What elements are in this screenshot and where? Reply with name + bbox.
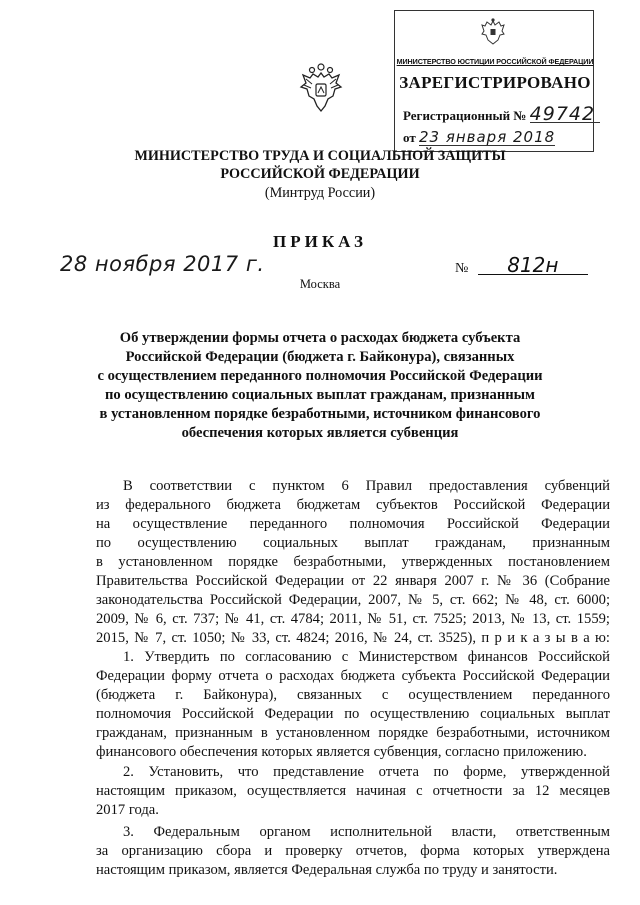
subject-line: по осуществлению социальных выплат гражданам, признанным — [104, 387, 535, 403]
subject-line: в установленном порядке безработными, источником финансового — [99, 406, 541, 422]
country-name: РОССИЙСКОЙ ФЕДЕРАЦИИ — [220, 166, 420, 182]
stamp-reg-row — [403, 103, 600, 125]
registration-stamp — [394, 10, 594, 152]
stamp-date-value: 23 января 2018 — [418, 128, 556, 146]
subject-line: с осуществлением переданного полномочия Российской Федерации — [97, 368, 543, 384]
body-line: 2015, № 7, ст. 1050; № 33, ст. 4824; 2016, № 24, ст. 3525), п р и к а з ы в а ю: — [96, 630, 610, 646]
order-number-block — [455, 253, 588, 277]
stamp-reg-number: 49742 — [530, 106, 600, 123]
body-line: (бюджета г. Байконура), связанных с осуществлением переданного — [96, 687, 610, 703]
ministry-short-name: (Минтруд России) — [264, 185, 376, 201]
subject-line: Российской Федерации (бюджета г. Байконура), связанных — [125, 349, 515, 365]
stamp-reg-label: Регистрационный № — [403, 108, 527, 123]
order-date: 28 ноября 2017 г. — [60, 252, 265, 276]
coat-of-arms-icon — [298, 63, 344, 115]
stamp-status: ЗАРЕГИСТРИРОВАНО — [399, 73, 591, 92]
body-line: Правительства Российской Федерации от 22 января 2007 г. № 36 (Собрание — [96, 573, 610, 589]
body-line: гражданам, признанным в установленном порядке безработными, источником — [96, 725, 610, 741]
body-line: финансового обеспечения которых является субвенция, согласно приложению. — [96, 744, 587, 760]
stamp-date-prefix: от — [403, 130, 416, 145]
body-line: Федерации форму отчета о расходах бюджета субъекта Российской Федерации — [96, 668, 610, 684]
order-number: 812н — [478, 256, 588, 275]
number-label: № — [455, 261, 469, 276]
body-line: настоящим приказом, является Федеральная служба по труду и занятости. — [96, 862, 558, 878]
body-line: 2017 года. — [96, 802, 159, 818]
double-headed-eagle-icon — [480, 17, 506, 47]
body-line: настоящим приказом, осуществляется начиная с отчетности за 12 месяцев — [96, 783, 610, 799]
stamp-date-row — [403, 129, 555, 146]
document-type: ПРИКАЗ — [273, 232, 367, 251]
body-line: по осуществлению социальных выплат гражданам, признанным — [96, 535, 610, 551]
body-line: за организацию сбора и проверку отчетов, форма которых утверждена — [96, 843, 610, 859]
subject-line: Об утверждении формы отчета о расходах бюджета субъекта — [119, 330, 521, 346]
stamp-ministry: МИНИСТЕРСТВО ЮСТИЦИИ РОССИЙСКОЙ ФЕДЕРАЦИИ — [396, 57, 594, 66]
body-line: 2009, № 6, ст. 737; № 41, ст. 4784; 2011, № 51, ст. 7525; 2013, № 13, ст. 1559; — [96, 611, 610, 627]
body-line: законодательства Российской Федерации, 2007, № 5, ст. 662; № 48, ст. 6000; — [96, 592, 610, 608]
body-line: В соответствии с пунктом 6 Правил предоставления субвенций — [123, 478, 610, 494]
body-line: из федерального бюджета бюджетам субъектов Российской Федерации — [96, 497, 610, 513]
body-line: на осуществление переданного полномочия Российской Федерации — [96, 516, 610, 532]
body-line: 1. Утвердить по согласованию с Министерством финансов Российской — [123, 649, 610, 665]
ministry-name: МИНИСТЕРСТВО ТРУДА И СОЦИАЛЬНОЙ ЗАЩИТЫ — [134, 148, 506, 164]
body-line: в установленном порядке безработными, утвержденных постановлением — [96, 554, 610, 570]
body-line: 2. Установить, что представление отчета по форме, утвержденной — [123, 764, 610, 780]
city: Москва — [299, 277, 341, 291]
subject-line: обеспечения которых является субвенция — [181, 425, 459, 441]
body-line: полномочия Российской Федерации по осуществлению социальных выплат — [96, 706, 610, 722]
body-line: 3. Федеральным органом исполнительной власти, ответственным — [123, 824, 610, 840]
